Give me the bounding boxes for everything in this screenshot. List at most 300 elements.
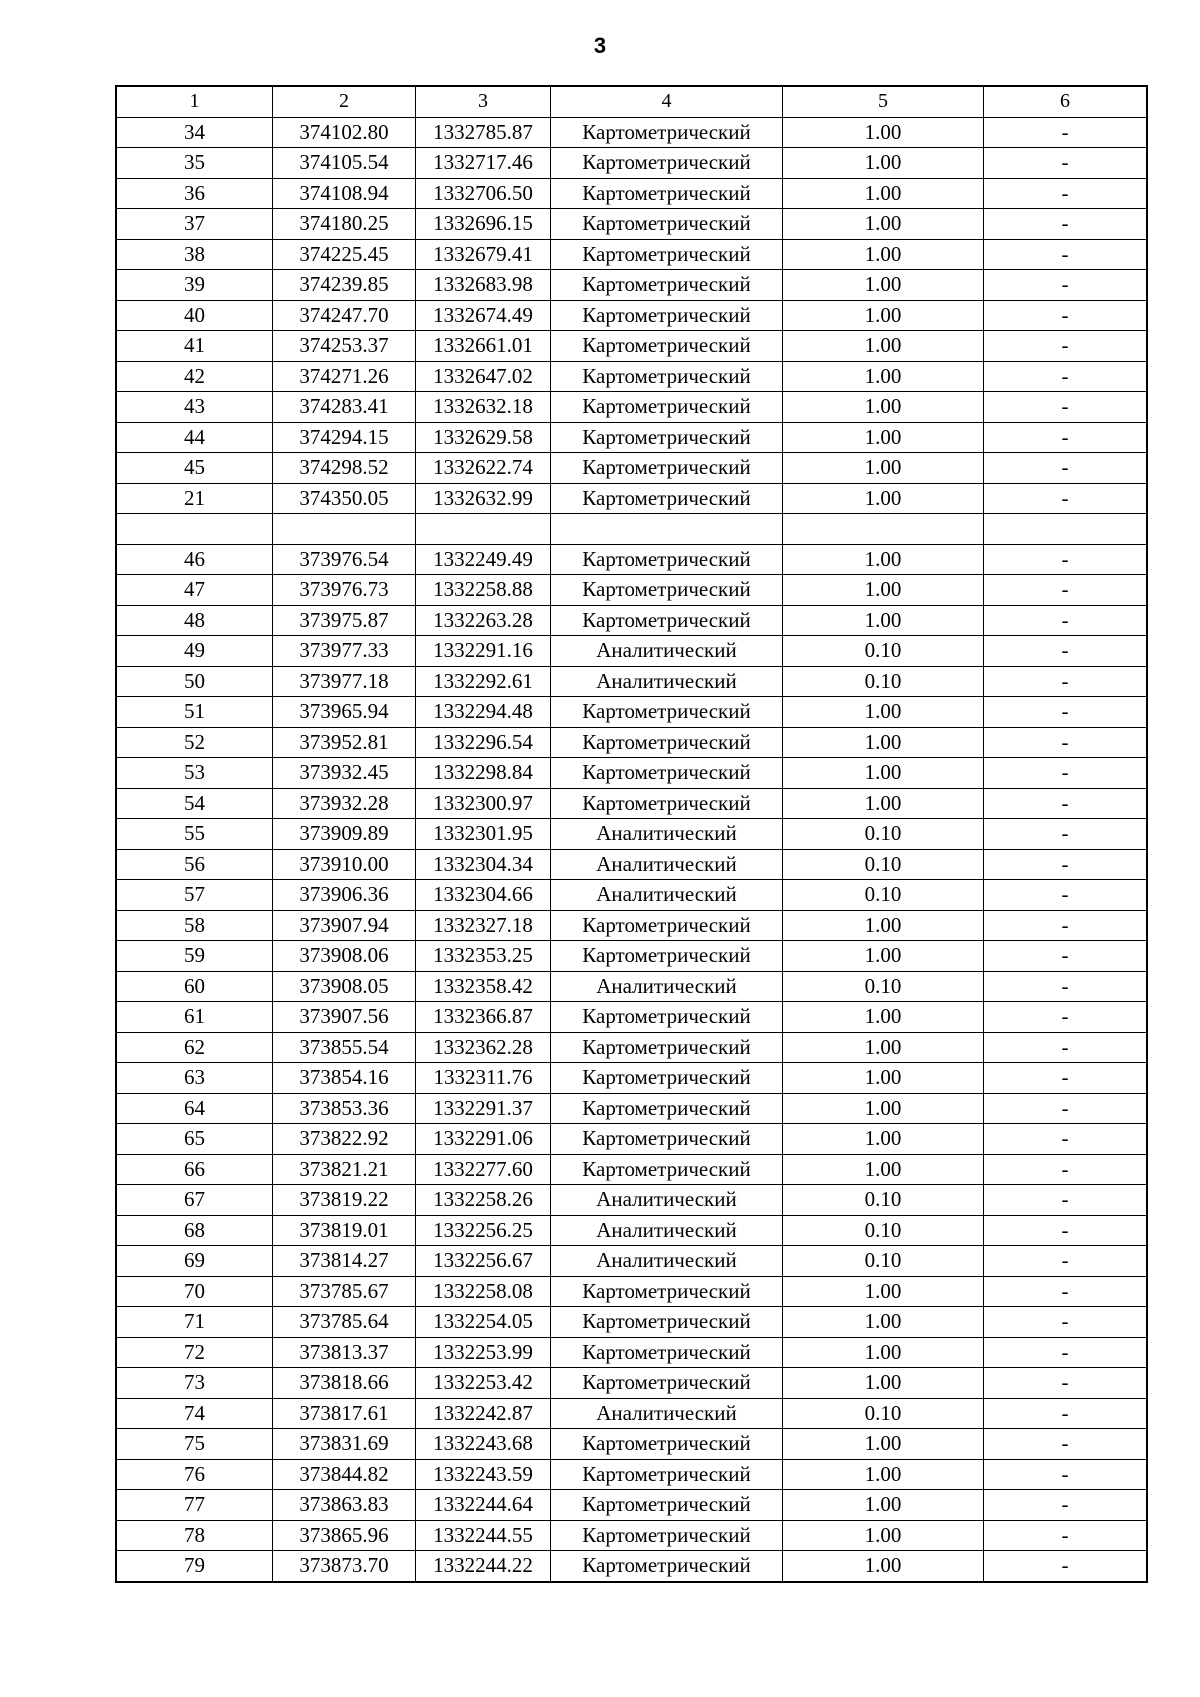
accuracy-cell: 1.00 xyxy=(783,483,984,514)
table-row xyxy=(116,1002,1147,1033)
accuracy-cell: 0.10 xyxy=(783,636,984,667)
description-cell: - xyxy=(984,148,1148,179)
point-number-cell: 43 xyxy=(116,392,273,423)
method-cell: Картометрический xyxy=(551,361,783,392)
accuracy-cell: 1.00 xyxy=(783,239,984,270)
method-cell: Картометрический xyxy=(551,1093,783,1124)
table-row xyxy=(116,1246,1147,1277)
y-coordinate-cell: 1332674.49 xyxy=(416,300,551,331)
table-row xyxy=(116,605,1147,636)
accuracy-cell: 0.10 xyxy=(783,666,984,697)
accuracy-cell: 1.00 xyxy=(783,1368,984,1399)
accuracy-cell: 0.10 xyxy=(783,849,984,880)
point-number-cell: 73 xyxy=(116,1368,273,1399)
description-cell: - xyxy=(984,544,1148,575)
x-coordinate-cell: 373932.45 xyxy=(273,758,416,789)
accuracy-cell: 1.00 xyxy=(783,453,984,484)
point-number-cell: 69 xyxy=(116,1246,273,1277)
y-coordinate-cell: 1332622.74 xyxy=(416,453,551,484)
table-row xyxy=(116,422,1147,453)
accuracy-cell: 0.10 xyxy=(783,880,984,911)
point-number-cell: 61 xyxy=(116,1002,273,1033)
point-number-cell: 41 xyxy=(116,331,273,362)
point-number-cell: 59 xyxy=(116,941,273,972)
description-cell: - xyxy=(984,1459,1148,1490)
point-number-cell: 62 xyxy=(116,1032,273,1063)
method-cell: Картометрический xyxy=(551,483,783,514)
x-coordinate-cell: 373977.18 xyxy=(273,666,416,697)
table-row xyxy=(116,1154,1147,1185)
accuracy-cell: 1.00 xyxy=(783,1063,984,1094)
y-coordinate-cell: 1332358.42 xyxy=(416,971,551,1002)
description-cell: - xyxy=(984,1429,1148,1460)
method-cell: Картометрический xyxy=(551,1490,783,1521)
method-cell: Картометрический xyxy=(551,1124,783,1155)
accuracy-cell: 1.00 xyxy=(783,1459,984,1490)
description-cell: - xyxy=(984,697,1148,728)
accuracy-cell: 1.00 xyxy=(783,178,984,209)
method-cell: Картометрический xyxy=(551,910,783,941)
x-coordinate-cell: 373907.94 xyxy=(273,910,416,941)
description-cell: - xyxy=(984,575,1148,606)
method-cell: Картометрический xyxy=(551,1032,783,1063)
point-number-cell: 56 xyxy=(116,849,273,880)
x-coordinate-cell: 373819.22 xyxy=(273,1185,416,1216)
table-row xyxy=(116,1459,1147,1490)
point-number-cell: 21 xyxy=(116,483,273,514)
x-coordinate-cell: 373909.89 xyxy=(273,819,416,850)
description-cell: - xyxy=(984,910,1148,941)
point-number-cell: 63 xyxy=(116,1063,273,1094)
y-coordinate-cell: 1332298.84 xyxy=(416,758,551,789)
table-row xyxy=(116,544,1147,575)
description-cell: - xyxy=(984,880,1148,911)
method-cell: Аналитический xyxy=(551,1246,783,1277)
y-coordinate-cell: 1332661.01 xyxy=(416,331,551,362)
y-coordinate-cell: 1332296.54 xyxy=(416,727,551,758)
description-cell: - xyxy=(984,331,1148,362)
description-cell: - xyxy=(984,1337,1148,1368)
accuracy-cell: 1.00 xyxy=(783,1520,984,1551)
method-cell: Картометрический xyxy=(551,270,783,301)
description-cell: - xyxy=(984,636,1148,667)
y-coordinate-cell: 1332647.02 xyxy=(416,361,551,392)
description-cell: - xyxy=(984,392,1148,423)
table-row xyxy=(116,1185,1147,1216)
method-cell: Картометрический xyxy=(551,758,783,789)
x-coordinate-cell: 373785.67 xyxy=(273,1276,416,1307)
description-cell xyxy=(984,514,1148,545)
y-coordinate-cell: 1332256.67 xyxy=(416,1246,551,1277)
table-row xyxy=(116,1368,1147,1399)
y-coordinate-cell: 1332256.25 xyxy=(416,1215,551,1246)
point-number-cell: 40 xyxy=(116,300,273,331)
x-coordinate-cell: 373822.92 xyxy=(273,1124,416,1155)
x-coordinate-cell: 373975.87 xyxy=(273,605,416,636)
accuracy-cell: 0.10 xyxy=(783,1215,984,1246)
table-row xyxy=(116,941,1147,972)
description-cell: - xyxy=(984,117,1148,148)
x-coordinate-cell: 373844.82 xyxy=(273,1459,416,1490)
method-cell: Картометрический xyxy=(551,544,783,575)
method-cell: Картометрический xyxy=(551,1002,783,1033)
description-cell: - xyxy=(984,239,1148,270)
point-number-cell: 67 xyxy=(116,1185,273,1216)
point-number-cell: 71 xyxy=(116,1307,273,1338)
x-coordinate-cell: 374105.54 xyxy=(273,148,416,179)
method-cell: Картометрический xyxy=(551,1154,783,1185)
header-cell: 1 xyxy=(116,86,273,117)
description-cell: - xyxy=(984,1490,1148,1521)
x-coordinate-cell: 373907.56 xyxy=(273,1002,416,1033)
x-coordinate-cell: 373855.54 xyxy=(273,1032,416,1063)
y-coordinate-cell: 1332243.59 xyxy=(416,1459,551,1490)
point-number-cell: 75 xyxy=(116,1429,273,1460)
accuracy-cell: 1.00 xyxy=(783,1429,984,1460)
table-row xyxy=(116,1490,1147,1521)
description-cell: - xyxy=(984,1185,1148,1216)
point-number-cell: 34 xyxy=(116,117,273,148)
x-coordinate-cell: 374225.45 xyxy=(273,239,416,270)
table-row xyxy=(116,361,1147,392)
description-cell: - xyxy=(984,361,1148,392)
coordinates-table xyxy=(115,85,1148,1583)
point-number-cell: 58 xyxy=(116,910,273,941)
description-cell: - xyxy=(984,1276,1148,1307)
point-number-cell: 48 xyxy=(116,605,273,636)
description-cell: - xyxy=(984,1002,1148,1033)
x-coordinate-cell: 373906.36 xyxy=(273,880,416,911)
point-number-cell: 74 xyxy=(116,1398,273,1429)
table-row xyxy=(116,1398,1147,1429)
y-coordinate-cell: 1332291.37 xyxy=(416,1093,551,1124)
table-row xyxy=(116,1520,1147,1551)
y-coordinate-cell: 1332263.28 xyxy=(416,605,551,636)
accuracy-cell: 1.00 xyxy=(783,697,984,728)
method-cell xyxy=(551,514,783,545)
page-number: 3 xyxy=(593,33,607,58)
x-coordinate-cell: 374247.70 xyxy=(273,300,416,331)
method-cell: Картометрический xyxy=(551,239,783,270)
table-row xyxy=(116,971,1147,1002)
accuracy-cell: 1.00 xyxy=(783,1124,984,1155)
accuracy-cell: 1.00 xyxy=(783,544,984,575)
accuracy-cell: 1.00 xyxy=(783,1032,984,1063)
table-row xyxy=(116,1551,1147,1582)
table-row xyxy=(116,819,1147,850)
x-coordinate-cell: 373819.01 xyxy=(273,1215,416,1246)
method-cell: Картометрический xyxy=(551,1459,783,1490)
y-coordinate-cell: 1332311.76 xyxy=(416,1063,551,1094)
table-row xyxy=(116,910,1147,941)
table-row xyxy=(116,697,1147,728)
y-coordinate-cell: 1332362.28 xyxy=(416,1032,551,1063)
point-number-cell: 46 xyxy=(116,544,273,575)
x-coordinate-cell: 373831.69 xyxy=(273,1429,416,1460)
table-row xyxy=(116,117,1147,148)
x-coordinate-cell: 374108.94 xyxy=(273,178,416,209)
y-coordinate-cell: 1332292.61 xyxy=(416,666,551,697)
accuracy-cell: 0.10 xyxy=(783,1246,984,1277)
table-row xyxy=(116,758,1147,789)
table-row xyxy=(116,300,1147,331)
accuracy-cell: 1.00 xyxy=(783,788,984,819)
y-coordinate-cell: 1332717.46 xyxy=(416,148,551,179)
x-coordinate-cell: 373863.83 xyxy=(273,1490,416,1521)
y-coordinate-cell: 1332244.55 xyxy=(416,1520,551,1551)
y-coordinate-cell: 1332258.88 xyxy=(416,575,551,606)
accuracy-cell: 1.00 xyxy=(783,727,984,758)
point-number-cell: 55 xyxy=(116,819,273,850)
accuracy-cell: 1.00 xyxy=(783,575,984,606)
accuracy-cell: 1.00 xyxy=(783,422,984,453)
x-coordinate-cell: 374180.25 xyxy=(273,209,416,240)
method-cell: Картометрический xyxy=(551,178,783,209)
y-coordinate-cell: 1332243.68 xyxy=(416,1429,551,1460)
y-coordinate-cell: 1332353.25 xyxy=(416,941,551,972)
point-number-cell: 70 xyxy=(116,1276,273,1307)
table-row xyxy=(116,849,1147,880)
description-cell: - xyxy=(984,1032,1148,1063)
point-number-cell: 66 xyxy=(116,1154,273,1185)
method-cell: Картометрический xyxy=(551,453,783,484)
method-cell: Аналитический xyxy=(551,971,783,1002)
header-cell: 5 xyxy=(783,86,984,117)
table-row xyxy=(116,1093,1147,1124)
point-number-cell: 60 xyxy=(116,971,273,1002)
x-coordinate-cell: 374271.26 xyxy=(273,361,416,392)
method-cell: Аналитический xyxy=(551,849,783,880)
point-number-cell: 45 xyxy=(116,453,273,484)
accuracy-cell: 1.00 xyxy=(783,300,984,331)
description-cell: - xyxy=(984,666,1148,697)
accuracy-cell: 1.00 xyxy=(783,270,984,301)
table-row xyxy=(116,788,1147,819)
coordinates-table-body xyxy=(116,86,1147,1582)
point-number-cell: 53 xyxy=(116,758,273,789)
y-coordinate-cell: 1332258.26 xyxy=(416,1185,551,1216)
description-cell: - xyxy=(984,453,1148,484)
y-coordinate-cell: 1332300.97 xyxy=(416,788,551,819)
y-coordinate-cell: 1332253.99 xyxy=(416,1337,551,1368)
description-cell: - xyxy=(984,178,1148,209)
method-cell: Картометрический xyxy=(551,148,783,179)
description-cell: - xyxy=(984,422,1148,453)
description-cell: - xyxy=(984,849,1148,880)
x-coordinate-cell: 373952.81 xyxy=(273,727,416,758)
method-cell: Аналитический xyxy=(551,819,783,850)
accuracy-cell: 0.10 xyxy=(783,971,984,1002)
description-cell: - xyxy=(984,727,1148,758)
y-coordinate-cell: 1332253.42 xyxy=(416,1368,551,1399)
point-number-cell: 49 xyxy=(116,636,273,667)
table-row xyxy=(116,1215,1147,1246)
accuracy-cell: 1.00 xyxy=(783,1154,984,1185)
table-row xyxy=(116,178,1147,209)
y-coordinate-cell: 1332301.95 xyxy=(416,819,551,850)
x-coordinate-cell: 373908.06 xyxy=(273,941,416,972)
accuracy-cell: 1.00 xyxy=(783,1002,984,1033)
description-cell: - xyxy=(984,941,1148,972)
accuracy-cell: 1.00 xyxy=(783,1551,984,1582)
method-cell: Картометрический xyxy=(551,1063,783,1094)
table-row xyxy=(116,392,1147,423)
accuracy-cell: 1.00 xyxy=(783,392,984,423)
method-cell: Картометрический xyxy=(551,422,783,453)
description-cell: - xyxy=(984,1215,1148,1246)
description-cell: - xyxy=(984,758,1148,789)
method-cell: Картометрический xyxy=(551,117,783,148)
method-cell: Картометрический xyxy=(551,575,783,606)
accuracy-cell xyxy=(783,514,984,545)
y-coordinate-cell: 1332249.49 xyxy=(416,544,551,575)
point-number-cell: 78 xyxy=(116,1520,273,1551)
y-coordinate-cell: 1332258.08 xyxy=(416,1276,551,1307)
method-cell: Картометрический xyxy=(551,697,783,728)
table-row xyxy=(116,1429,1147,1460)
method-cell: Картометрический xyxy=(551,1520,783,1551)
description-cell: - xyxy=(984,1398,1148,1429)
description-cell: - xyxy=(984,1246,1148,1277)
y-coordinate-cell: 1332291.06 xyxy=(416,1124,551,1155)
description-cell: - xyxy=(984,270,1148,301)
table-row xyxy=(116,1124,1147,1155)
y-coordinate-cell: 1332304.34 xyxy=(416,849,551,880)
point-number-cell: 42 xyxy=(116,361,273,392)
x-coordinate-cell: 373853.36 xyxy=(273,1093,416,1124)
table-header-row xyxy=(116,86,1147,117)
description-cell: - xyxy=(984,1520,1148,1551)
y-coordinate-cell: 1332785.87 xyxy=(416,117,551,148)
method-cell: Картометрический xyxy=(551,209,783,240)
x-coordinate-cell xyxy=(273,514,416,545)
point-number-cell: 76 xyxy=(116,1459,273,1490)
y-coordinate-cell: 1332696.15 xyxy=(416,209,551,240)
point-number-cell: 38 xyxy=(116,239,273,270)
method-cell: Картометрический xyxy=(551,1276,783,1307)
description-cell: - xyxy=(984,971,1148,1002)
y-coordinate-cell: 1332679.41 xyxy=(416,239,551,270)
method-cell: Картометрический xyxy=(551,1307,783,1338)
x-coordinate-cell: 373813.37 xyxy=(273,1337,416,1368)
table-row xyxy=(116,453,1147,484)
method-cell: Картометрический xyxy=(551,392,783,423)
description-cell: - xyxy=(984,1124,1148,1155)
y-coordinate-cell: 1332706.50 xyxy=(416,178,551,209)
method-cell: Картометрический xyxy=(551,300,783,331)
method-cell: Картометрический xyxy=(551,1337,783,1368)
point-number-cell: 54 xyxy=(116,788,273,819)
table-row xyxy=(116,1276,1147,1307)
accuracy-cell: 0.10 xyxy=(783,819,984,850)
table-row xyxy=(116,636,1147,667)
point-number-cell: 47 xyxy=(116,575,273,606)
x-coordinate-cell: 374102.80 xyxy=(273,117,416,148)
point-number-cell: 65 xyxy=(116,1124,273,1155)
point-number-cell: 57 xyxy=(116,880,273,911)
method-cell: Картометрический xyxy=(551,788,783,819)
table-row xyxy=(116,1032,1147,1063)
y-coordinate-cell: 1332683.98 xyxy=(416,270,551,301)
x-coordinate-cell: 373785.64 xyxy=(273,1307,416,1338)
x-coordinate-cell: 373817.61 xyxy=(273,1398,416,1429)
method-cell: Картометрический xyxy=(551,331,783,362)
x-coordinate-cell: 373854.16 xyxy=(273,1063,416,1094)
accuracy-cell: 1.00 xyxy=(783,331,984,362)
accuracy-cell: 1.00 xyxy=(783,361,984,392)
table-row xyxy=(116,1063,1147,1094)
point-number-cell: 51 xyxy=(116,697,273,728)
x-coordinate-cell: 373908.05 xyxy=(273,971,416,1002)
table-row xyxy=(116,727,1147,758)
header-cell: 2 xyxy=(273,86,416,117)
method-cell: Картометрический xyxy=(551,605,783,636)
x-coordinate-cell: 373821.21 xyxy=(273,1154,416,1185)
accuracy-cell: 1.00 xyxy=(783,758,984,789)
description-cell: - xyxy=(984,1551,1148,1582)
y-coordinate-cell: 1332291.16 xyxy=(416,636,551,667)
method-cell: Аналитический xyxy=(551,1398,783,1429)
method-cell: Аналитический xyxy=(551,880,783,911)
header-cell: 4 xyxy=(551,86,783,117)
accuracy-cell: 1.00 xyxy=(783,1307,984,1338)
accuracy-cell: 1.00 xyxy=(783,1276,984,1307)
accuracy-cell: 1.00 xyxy=(783,148,984,179)
y-coordinate-cell: 1332327.18 xyxy=(416,910,551,941)
x-coordinate-cell: 373873.70 xyxy=(273,1551,416,1582)
point-number-cell: 36 xyxy=(116,178,273,209)
table-row xyxy=(116,209,1147,240)
description-cell: - xyxy=(984,788,1148,819)
method-cell: Картометрический xyxy=(551,727,783,758)
x-coordinate-cell: 373932.28 xyxy=(273,788,416,819)
x-coordinate-cell: 374239.85 xyxy=(273,270,416,301)
y-coordinate-cell: 1332244.64 xyxy=(416,1490,551,1521)
table-row xyxy=(116,880,1147,911)
x-coordinate-cell: 373977.33 xyxy=(273,636,416,667)
accuracy-cell: 1.00 xyxy=(783,941,984,972)
description-cell: - xyxy=(984,1154,1148,1185)
description-cell: - xyxy=(984,483,1148,514)
point-number-cell: 68 xyxy=(116,1215,273,1246)
x-coordinate-cell: 373965.94 xyxy=(273,697,416,728)
y-coordinate-cell: 1332244.22 xyxy=(416,1551,551,1582)
method-cell: Аналитический xyxy=(551,636,783,667)
table-row xyxy=(116,575,1147,606)
y-coordinate-cell: 1332294.48 xyxy=(416,697,551,728)
accuracy-cell: 1.00 xyxy=(783,1490,984,1521)
table-row xyxy=(116,1337,1147,1368)
table-row xyxy=(116,1307,1147,1338)
header-cell: 6 xyxy=(984,86,1148,117)
method-cell: Картометрический xyxy=(551,941,783,972)
x-coordinate-cell: 373818.66 xyxy=(273,1368,416,1399)
description-cell: - xyxy=(984,605,1148,636)
point-number-cell: 44 xyxy=(116,422,273,453)
point-number-cell: 37 xyxy=(116,209,273,240)
accuracy-cell: 1.00 xyxy=(783,209,984,240)
x-coordinate-cell: 374294.15 xyxy=(273,422,416,453)
x-coordinate-cell: 373910.00 xyxy=(273,849,416,880)
accuracy-cell: 1.00 xyxy=(783,1337,984,1368)
table-row xyxy=(116,239,1147,270)
y-coordinate-cell: 1332366.87 xyxy=(416,1002,551,1033)
x-coordinate-cell: 374350.05 xyxy=(273,483,416,514)
description-cell: - xyxy=(984,1093,1148,1124)
y-coordinate-cell xyxy=(416,514,551,545)
method-cell: Картометрический xyxy=(551,1368,783,1399)
description-cell: - xyxy=(984,1307,1148,1338)
